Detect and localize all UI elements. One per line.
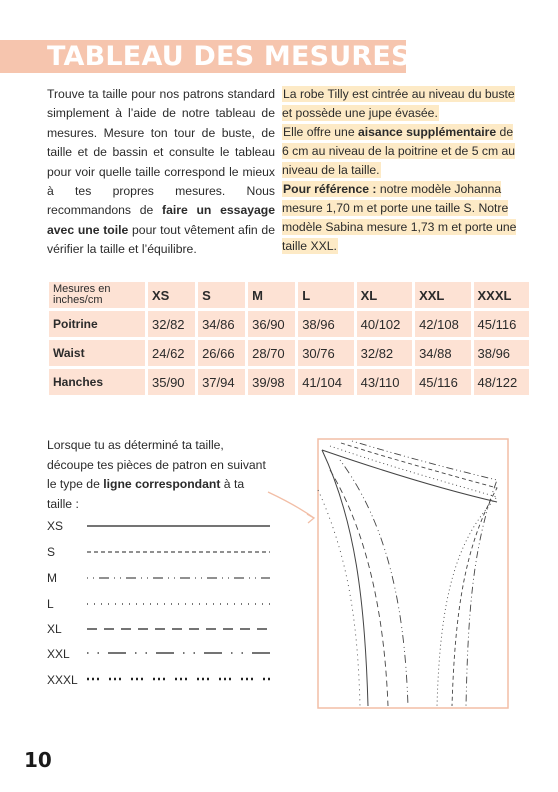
row-label-poitrine: Poitrine — [49, 311, 145, 337]
table-cell: 35/90 — [148, 369, 195, 395]
cut-text-bold: ligne correspondant — [103, 477, 221, 491]
legend-label-xl: XL — [47, 622, 62, 636]
intro-left-text-2: pour tout vêtement afin de vérifier la taille et l’équilibre. — [47, 222, 275, 257]
table-cell: 45/116 — [474, 311, 530, 337]
intro-right-line2c: de 6 cm au niveau de la poitrine et de 5 cm au niveau de la taille. — [282, 125, 516, 177]
intro-left-bold: faire un essayage avec une toile — [47, 203, 275, 237]
legend-label-xs: XS — [47, 519, 64, 533]
size-header-s: S — [198, 282, 245, 308]
table-cell: 45/116 — [415, 369, 470, 395]
legend-label-xxl: XXL — [47, 647, 70, 661]
intro-right-line2b: aisance supplémentaire — [357, 125, 497, 139]
legend-label-l: L — [47, 597, 54, 611]
page-title: TABLEAU DES MESURES — [47, 41, 411, 72]
table-cell: 39/98 — [248, 369, 295, 395]
page-number: 10 — [24, 748, 52, 772]
intro-left-text-1: Trouve ta taille pour nos patrons standard simplement à l’aide de notre tableau de mesures. Mesure ton tour de buste, de taille et de bassin et consulte le tableau pour voir quelle taille correspond le mieux à tes propres mesures. Nous recommandons de — [47, 87, 275, 218]
intro-right-ref-text: notre modèle Johanna mesure 1,70 m et porte une taille S. Notre modèle Sabina mesure 1,73 m et porte une taille XXL. — [282, 182, 517, 253]
size-header-xl: XL — [357, 282, 412, 308]
table-cell: 41/104 — [298, 369, 353, 395]
table-cell: 32/82 — [357, 340, 412, 366]
table-cell: 34/86 — [198, 311, 245, 337]
cut-text-2: à ta taille : — [47, 477, 245, 511]
table-cell: 24/62 — [148, 340, 195, 366]
intro-right-ref-bold: Pour référence : — [283, 182, 377, 196]
table-cell: 30/76 — [298, 340, 353, 366]
row-label-hanches: Hanches — [49, 369, 145, 395]
size-header-xxxl: XXXL — [474, 282, 530, 308]
table-cell: 42/108 — [415, 311, 470, 337]
table-cell: 37/94 — [198, 369, 245, 395]
table-cell: 28/70 — [248, 340, 295, 366]
row-label-waist: Waist — [49, 340, 145, 366]
table-cell: 34/88 — [415, 340, 470, 366]
table-cell: 40/102 — [357, 311, 412, 337]
table-cell: 38/96 — [298, 311, 353, 337]
table-cell: 43/110 — [357, 369, 412, 395]
table-cell: 26/66 — [198, 340, 245, 366]
table-cell: 38/96 — [474, 340, 530, 366]
legend-label-s: S — [47, 545, 56, 559]
cut-text-1: Lorsque tu as déterminé ta taille, découpe tes pièces de patron en suivant le type de — [47, 438, 266, 491]
table-corner-label: Mesures en inches/cm — [49, 282, 145, 308]
size-header-l: L — [298, 282, 353, 308]
legend-label-xxxl: XXXL — [47, 673, 78, 687]
size-header-xs: XS — [148, 282, 195, 308]
size-header-xxl: XXL — [415, 282, 470, 308]
table-cell: 32/82 — [148, 311, 195, 337]
legend-label-m: M — [47, 571, 57, 585]
table-cell: 48/122 — [474, 369, 530, 395]
intro-right-line2a: Elle offre une — [283, 125, 358, 139]
intro-right-line1: La robe Tilly est cintrée au niveau du buste et possède une jupe évasée. — [282, 87, 515, 120]
table-cell: 36/90 — [248, 311, 295, 337]
size-header-m: M — [248, 282, 295, 308]
